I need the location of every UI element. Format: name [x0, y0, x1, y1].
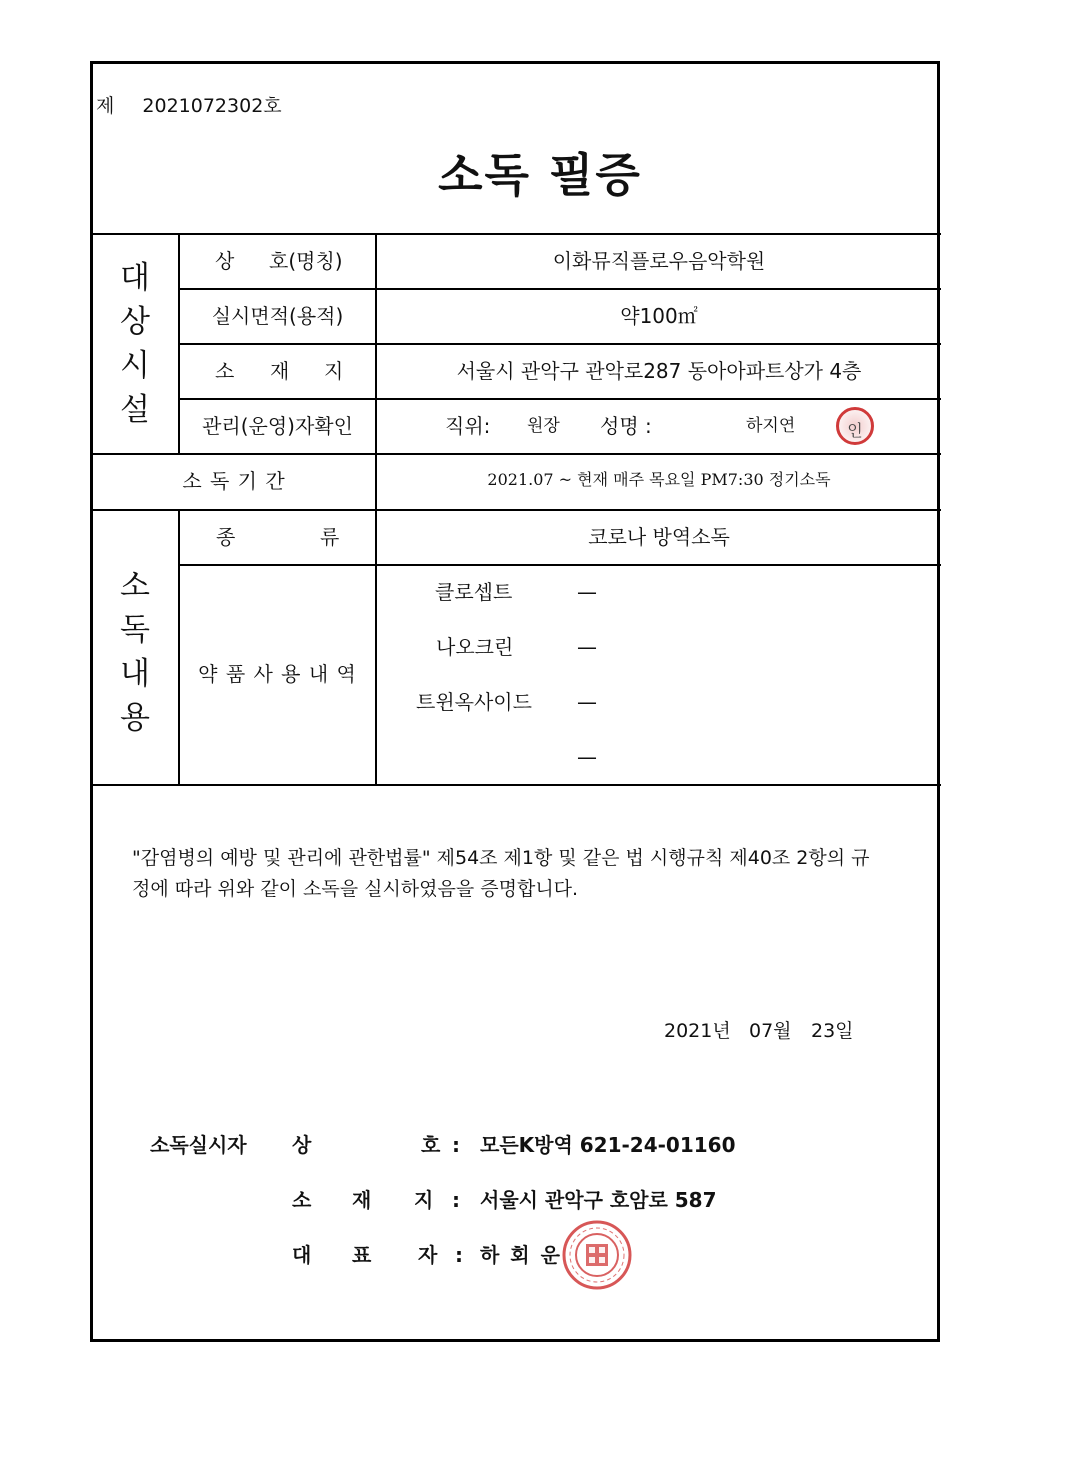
label-char: 내: [120, 656, 150, 692]
divider: [91, 509, 941, 511]
chemical-amount: —: [577, 745, 597, 769]
label-char: 대: [120, 260, 150, 296]
name-label-2: 호(명칭): [269, 249, 343, 273]
divider: [178, 398, 941, 400]
company-label-1: 상: [292, 1133, 312, 1157]
name-label-1: 상: [215, 249, 235, 273]
manager-label: 관리(운영)자확인: [202, 414, 353, 438]
rep-label-3: 자: [418, 1243, 438, 1267]
rep-label-1: 대: [292, 1243, 312, 1267]
type-label-1: 종: [216, 525, 236, 549]
type-value: 코로나 방역소독: [588, 525, 730, 549]
disinfection-content-label: [91, 564, 179, 740]
chemical-name: 나오크린: [436, 635, 514, 659]
seal-mark: 인: [847, 421, 863, 440]
chemical-name: 클로셉트: [435, 580, 513, 604]
business-name-value: 이화뮤직플로우음악학원: [552, 249, 766, 273]
label-char: 소: [120, 568, 150, 604]
divider: [178, 564, 941, 566]
chemical-amount: —: [577, 690, 597, 714]
person-value: 하지연: [746, 416, 796, 436]
colon: :: [452, 1188, 460, 1212]
label-char: 시: [120, 348, 150, 384]
document-number-value: 2021072302호: [142, 95, 282, 117]
divider: [91, 784, 941, 786]
period-value: 2021.07 ~ 현재 매주 목요일 PM7:30 정기소독: [487, 470, 831, 489]
location-label-3: 지: [324, 359, 344, 383]
document-number: [96, 97, 282, 116]
address-label-2: 재: [352, 1188, 372, 1212]
executor-label: 소독실시자: [150, 1133, 247, 1157]
date-month: 07월: [749, 1020, 792, 1042]
document-number-prefix: 제: [96, 95, 115, 117]
label-char: 독: [120, 612, 150, 648]
label-char: 용: [120, 700, 150, 736]
position-label: 직위:: [445, 414, 491, 438]
divider: [178, 343, 941, 345]
label-char: 설: [120, 392, 150, 428]
person-label: 성명 :: [600, 414, 652, 438]
colon: :: [452, 1133, 460, 1157]
seal-stamp-icon: [836, 407, 874, 445]
certification-statement: "감염병의 예방 및 관리에 관한법률" 제54조 제1항 및 같은 법 시행규칙 제40조 2항의 규정에 따라 위와 같이 소독을 실시하였음을 증명합니다.: [132, 847, 870, 900]
company-value: 모든K방역 621-24-01160: [480, 1133, 736, 1157]
date-day: 23일: [811, 1020, 854, 1042]
page-title: 소독 필증: [438, 148, 642, 202]
rep-value: 하 회 운: [480, 1243, 562, 1267]
chemical-amount: —: [577, 635, 597, 659]
label-char: 상: [120, 304, 150, 340]
chemical-amount: —: [577, 580, 597, 604]
chemical-name: 트윈옥사이드: [416, 690, 532, 714]
position-value: 원장: [527, 416, 560, 436]
address-label-1: 소: [292, 1188, 312, 1212]
address-value: 서울시 관악구 호암로 587: [480, 1188, 717, 1212]
divider: [91, 233, 941, 235]
divider: [91, 453, 941, 455]
company-seal-icon: [560, 1218, 634, 1292]
area-label: 실시면적(용적): [211, 304, 344, 328]
company-label-2: 호: [421, 1133, 441, 1157]
divider: [178, 288, 941, 290]
location-label-1: 소: [215, 359, 235, 383]
type-label-2: 류: [320, 525, 340, 549]
address-label-3: 지: [414, 1188, 434, 1212]
rep-label-2: 표: [352, 1243, 372, 1267]
chemicals-label: 약 품 사 용 내 역: [198, 662, 357, 686]
area-value: 약100㎡: [620, 304, 698, 328]
location-value: 서울시 관악구 관악로287 동아아파트상가 4층: [456, 359, 862, 383]
period-label: 소 독 기 간: [182, 469, 286, 493]
colon: :: [455, 1243, 463, 1267]
target-facility-label: [91, 256, 179, 432]
date-year: 2021년: [664, 1020, 731, 1042]
location-label-2: 재: [270, 359, 290, 383]
